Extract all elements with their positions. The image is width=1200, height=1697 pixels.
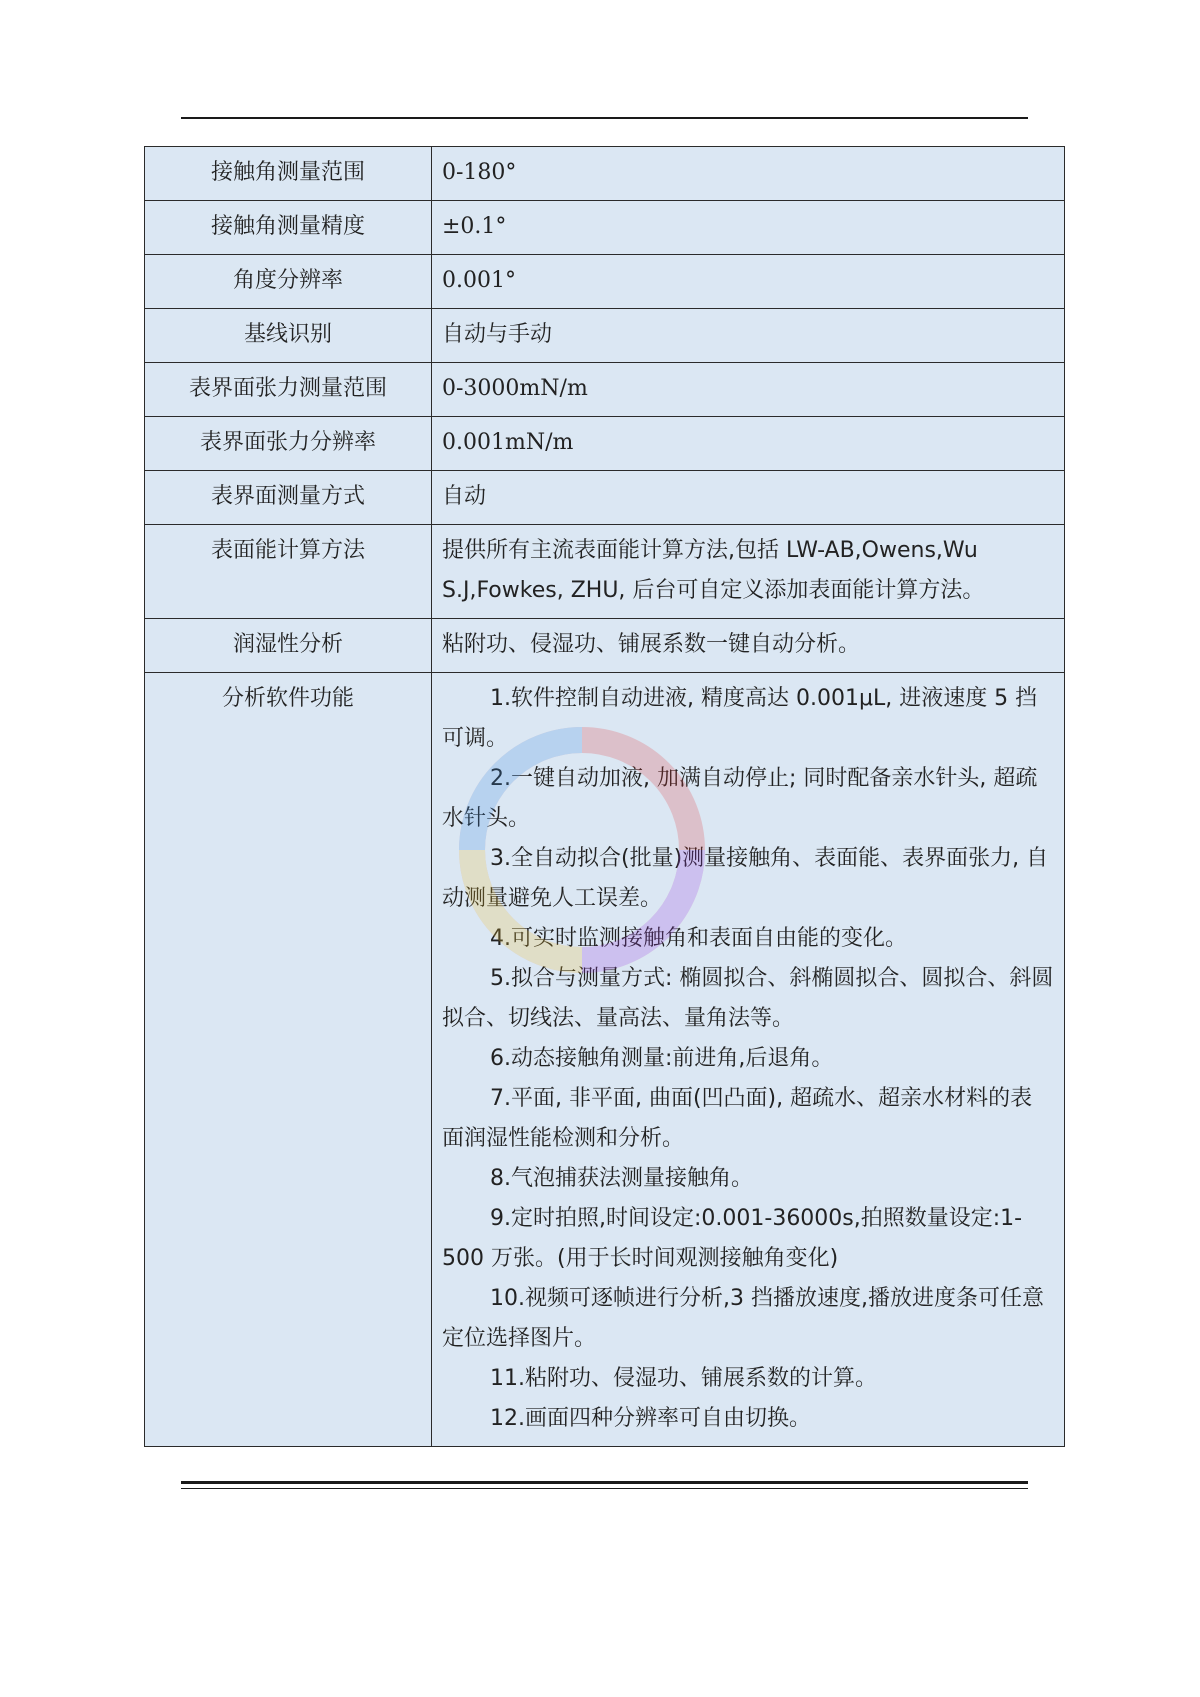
feature-item: 11.粘附功、侵湿功、铺展系数的计算。 bbox=[490, 1366, 877, 1391]
spec-label: 表界面张力测量范围 bbox=[145, 363, 432, 417]
feature-item: 5.拟合与测量方式: 椭圆拟合、斜椭圆拟合、圆拟合、斜圆拟合、切线法、量高法、量角法等。 bbox=[442, 966, 1054, 1031]
table-row bbox=[145, 619, 1065, 673]
table-row bbox=[145, 363, 1065, 417]
table-row bbox=[145, 309, 1065, 363]
spec-table bbox=[144, 146, 1065, 1447]
spec-value: 自动与手动 bbox=[432, 309, 1065, 363]
spec-label: 接触角测量精度 bbox=[145, 201, 432, 255]
footer-rule-thin bbox=[181, 1488, 1028, 1489]
header-rule bbox=[181, 117, 1028, 119]
feature-item: 2.一键自动加液, 加满自动停止; 同时配备亲水针头, 超疏水针头。 bbox=[442, 766, 1038, 831]
table-row bbox=[145, 417, 1065, 471]
spec-value: ±0.1° bbox=[432, 201, 1065, 255]
table-row bbox=[145, 673, 1065, 1447]
spec-label: 接触角测量范围 bbox=[145, 147, 432, 201]
spec-value: 0.001mN/m bbox=[432, 417, 1065, 471]
software-features bbox=[432, 673, 1065, 1447]
table-row bbox=[145, 201, 1065, 255]
spec-value: 粘附功、侵湿功、铺展系数一键自动分析。 bbox=[432, 619, 1065, 673]
software-label: 分析软件功能 bbox=[145, 673, 432, 1447]
table-row bbox=[145, 255, 1065, 309]
feature-item: 12.画面四种分辨率可自由切换。 bbox=[490, 1406, 811, 1431]
spec-label: 基线识别 bbox=[145, 309, 432, 363]
feature-item: 4.可实时监测接触角和表面自由能的变化。 bbox=[490, 926, 907, 951]
feature-item: 8.气泡捕获法测量接触角。 bbox=[490, 1166, 753, 1191]
spec-value: 0.001° bbox=[432, 255, 1065, 309]
feature-item: 1.软件控制自动进液, 精度高达 0.001μL, 进液速度 5 挡可调。 bbox=[442, 686, 1038, 751]
spec-label: 表界面张力分辨率 bbox=[145, 417, 432, 471]
feature-item: 9.定时拍照,时间设定:0.001-36000s,拍照数量设定:1-500 万张。(用于长时间观测接触角变化) bbox=[442, 1206, 1023, 1271]
feature-item: 6.动态接触角测量:前进角,后退角。 bbox=[490, 1046, 834, 1071]
spec-label: 表界面测量方式 bbox=[145, 471, 432, 525]
spec-value: 0-180° bbox=[432, 147, 1065, 201]
spec-label: 润湿性分析 bbox=[145, 619, 432, 673]
feature-item: 7.平面, 非平面, 曲面(凹凸面), 超疏水、超亲水材料的表面润湿性能检测和分析。 bbox=[442, 1086, 1033, 1151]
table-row bbox=[145, 471, 1065, 525]
spec-value: 自动 bbox=[432, 471, 1065, 525]
spec-label: 角度分辨率 bbox=[145, 255, 432, 309]
spec-value: 提供所有主流表面能计算方法,包括 LW-AB,Owens,Wu S.J,Fowkes, ZHU, 后台可自定义添加表面能计算方法。 bbox=[432, 525, 1065, 619]
table-row bbox=[145, 147, 1065, 201]
spec-label: 表面能计算方法 bbox=[145, 525, 432, 619]
table-row bbox=[145, 525, 1065, 619]
spec-value: 0-3000mN/m bbox=[432, 363, 1065, 417]
feature-item: 3.全自动拟合(批量)测量接触角、表面能、表界面张力, 自动测量避免人工误差。 bbox=[442, 846, 1049, 911]
feature-item: 10.视频可逐帧进行分析,3 挡播放速度,播放进度条可任意定位选择图片。 bbox=[442, 1286, 1044, 1351]
footer-rule bbox=[181, 1481, 1028, 1484]
